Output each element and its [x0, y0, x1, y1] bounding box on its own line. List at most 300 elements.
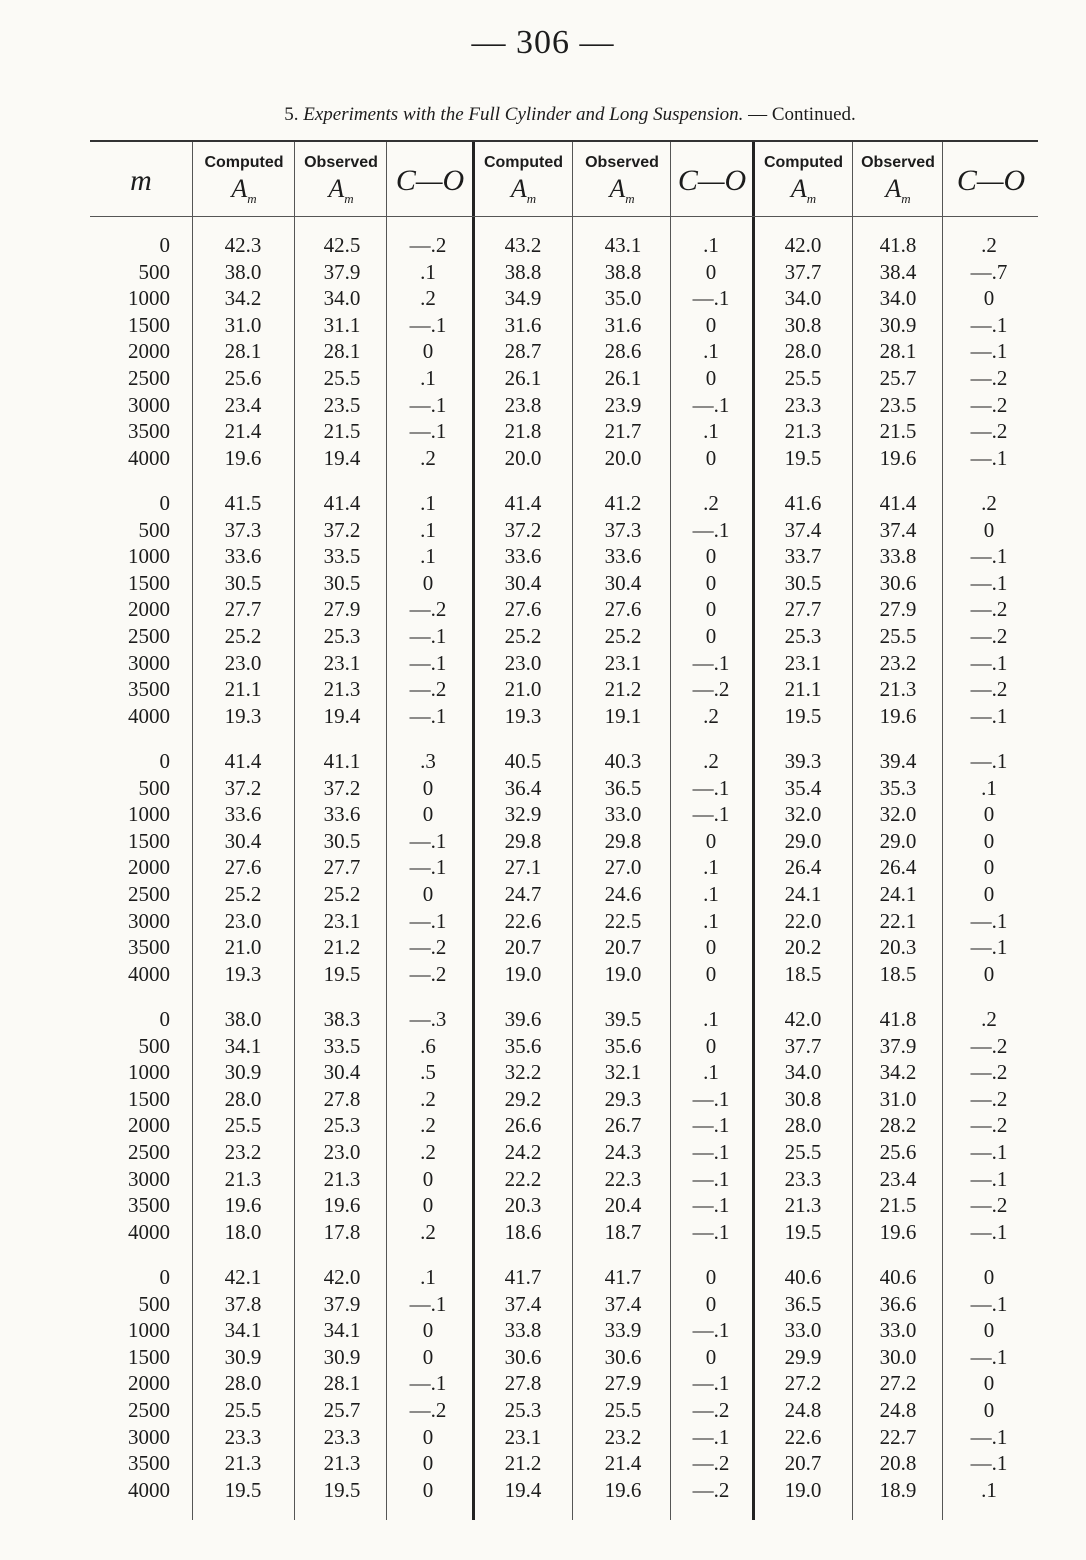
table-row [90, 1033, 1038, 1060]
cell-m-value: 2500 [128, 1398, 170, 1422]
cell-observed-1: 23.1 [323, 650, 361, 675]
cell-observed-2: 33.0 [604, 802, 642, 827]
cell-m-value: 2000 [128, 597, 170, 622]
cell-c-minus-o-1: —.1 [409, 703, 447, 728]
cell-c-minus-o-3: —.2 [970, 1086, 1008, 1111]
table-row [90, 908, 1038, 935]
cell-observed-2: 27.9 [604, 1371, 642, 1396]
cell-observed-2: 19.0 [604, 961, 642, 986]
cell-c-minus-o-2: 0 [705, 259, 717, 284]
cell-observed-3: 37.9 [879, 1033, 917, 1058]
cell-computed-2: 43.2 [504, 233, 542, 257]
cell-c-minus-o-2: —.2 [692, 1398, 730, 1422]
cell-observed-2: 19.6 [604, 1477, 642, 1502]
cell-computed-3: 25.5 [784, 1140, 822, 1164]
cell-m-value: 4000 [128, 703, 170, 728]
cell-computed-3: 21.3 [784, 1193, 822, 1218]
cell-observed-2: 20.0 [604, 445, 642, 470]
cell-c-minus-o-3: —.1 [970, 1291, 1008, 1316]
table-row [90, 365, 1038, 392]
cell-c-minus-o-1: 0 [422, 1344, 434, 1369]
cell-c-minus-o-1: .6 [420, 1033, 436, 1058]
cell-observed-2: 20.7 [604, 935, 642, 960]
cell-computed-1: 21.1 [224, 677, 262, 702]
cell-observed-3: 19.6 [879, 1219, 917, 1244]
cell-c-minus-o-2: .1 [703, 1007, 719, 1031]
table-row [90, 1219, 1038, 1246]
cell-m-value: 3000 [128, 1166, 170, 1191]
cell-observed-3: 23.5 [879, 392, 917, 417]
cell-observed-3: 19.6 [879, 445, 917, 470]
cell-observed-3: 37.4 [879, 517, 917, 542]
cell-observed-1: 41.4 [323, 491, 361, 515]
cell-computed-1: 21.3 [224, 1166, 262, 1191]
cell-computed-1: 23.4 [224, 392, 262, 417]
table-row [90, 623, 1038, 650]
cell-c-minus-o-2: —.1 [692, 1140, 730, 1164]
table-row [90, 1344, 1038, 1371]
cell-c-minus-o-2: 0 [705, 366, 717, 390]
table-row [90, 1264, 1038, 1291]
cell-computed-2: 27.6 [504, 597, 542, 622]
cell-observed-3: 24.1 [879, 882, 917, 906]
cell-computed-3: 23.3 [784, 1166, 822, 1191]
cell-c-minus-o-1: .1 [420, 544, 436, 569]
cell-computed-1: 28.0 [224, 1086, 262, 1111]
cell-computed-2: 41.4 [504, 491, 542, 515]
cell-m-value: 0 [159, 491, 170, 515]
table-row [90, 338, 1038, 365]
cell-computed-2: 22.6 [504, 908, 542, 933]
table-row [90, 1006, 1038, 1033]
cell-c-minus-o-3: —.2 [970, 1033, 1008, 1058]
cell-c-minus-o-3: —.1 [970, 570, 1008, 595]
cell-observed-1: 25.3 [323, 624, 361, 648]
header-observed-label: Observed [861, 154, 935, 172]
cell-m-value: 1000 [128, 802, 170, 827]
table-row [90, 1192, 1038, 1219]
cell-c-minus-o-2: 0 [705, 544, 717, 569]
header-observed-2 [574, 150, 670, 212]
cell-observed-3: 28.1 [879, 339, 917, 364]
cell-m-value: 3500 [128, 677, 170, 702]
cell-m-value: 3000 [128, 392, 170, 417]
cell-observed-1: 34.1 [323, 1318, 361, 1343]
cell-c-minus-o-2: .2 [703, 491, 719, 515]
cell-observed-1: 31.1 [323, 312, 361, 337]
cell-computed-3: 42.0 [784, 233, 822, 257]
cell-computed-3: 34.0 [784, 1060, 822, 1085]
cell-m-value: 1500 [128, 570, 170, 595]
cell-c-minus-o-3: —.1 [970, 1166, 1008, 1191]
table-row [90, 232, 1038, 259]
header-am-symbol: $A_m$ [609, 174, 635, 207]
cell-computed-2: 37.2 [504, 517, 542, 542]
cell-computed-1: 37.3 [224, 517, 262, 542]
cell-computed-1: 21.3 [224, 1451, 262, 1476]
cell-observed-2: 35.6 [604, 1033, 642, 1058]
cell-computed-2: 19.3 [504, 703, 542, 728]
cell-computed-3: 36.5 [784, 1291, 822, 1316]
cell-computed-2: 33.6 [504, 544, 542, 569]
cell-c-minus-o-2: 0 [705, 935, 717, 960]
cell-computed-1: 30.9 [224, 1344, 262, 1369]
cell-observed-1: 30.5 [323, 828, 361, 853]
cell-c-minus-o-1: .1 [420, 517, 436, 542]
cell-observed-1: 19.5 [323, 1477, 361, 1502]
cell-c-minus-o-1: —.1 [409, 419, 447, 444]
header-c-minus-o-1: C—O [395, 164, 465, 197]
cell-computed-3: 39.3 [784, 749, 822, 773]
cell-c-minus-o-1: 0 [422, 570, 434, 595]
cell-c-minus-o-3: .1 [981, 775, 997, 800]
cell-observed-1: 37.9 [323, 1291, 361, 1316]
cell-c-minus-o-3: 0 [983, 1265, 995, 1289]
cell-computed-1: 23.0 [224, 908, 262, 933]
cell-computed-1: 38.0 [224, 1007, 262, 1031]
cell-c-minus-o-1: 0 [422, 882, 434, 906]
cell-computed-3: 27.2 [784, 1371, 822, 1396]
cell-m-value: 1500 [128, 1344, 170, 1369]
cell-observed-2: 19.1 [604, 703, 642, 728]
cell-c-minus-o-1: —.1 [409, 624, 447, 648]
cell-c-minus-o-1: 0 [422, 1477, 434, 1502]
cell-c-minus-o-1: .1 [420, 491, 436, 515]
cell-c-minus-o-1: —.1 [409, 312, 447, 337]
cell-computed-3: 20.7 [784, 1451, 822, 1476]
cell-observed-2: 35.0 [604, 286, 642, 311]
cell-observed-1: 34.0 [323, 286, 361, 311]
cell-c-minus-o-2: —.1 [692, 1371, 730, 1396]
cell-c-minus-o-1: —.1 [409, 828, 447, 853]
cell-computed-3: 41.6 [784, 491, 822, 515]
cell-computed-2: 38.8 [504, 259, 542, 284]
table-row [90, 703, 1038, 730]
header-computed-label: Computed [204, 154, 284, 172]
cell-c-minus-o-3: —.1 [970, 1344, 1008, 1369]
cell-observed-1: 21.3 [323, 677, 361, 702]
cell-c-minus-o-3: .2 [981, 491, 997, 515]
cell-computed-1: 23.2 [224, 1140, 262, 1164]
cell-observed-3: 27.2 [879, 1371, 917, 1396]
cell-observed-3: 40.6 [879, 1265, 917, 1289]
cell-c-minus-o-1: 0 [422, 1451, 434, 1476]
cell-observed-2: 36.5 [604, 775, 642, 800]
cell-c-minus-o-3: —.2 [970, 677, 1008, 702]
cell-computed-2: 20.3 [504, 1193, 542, 1218]
cell-observed-2: 37.4 [604, 1291, 642, 1316]
cell-c-minus-o-2: .1 [703, 339, 719, 364]
cell-computed-2: 29.2 [504, 1086, 542, 1111]
cell-computed-1: 28.1 [224, 339, 262, 364]
cell-observed-3: 21.5 [879, 1193, 917, 1218]
cell-computed-3: 30.8 [784, 1086, 822, 1111]
table-row [90, 1291, 1038, 1318]
cell-observed-2: 20.4 [604, 1193, 642, 1218]
cell-c-minus-o-2: 0 [705, 1265, 717, 1289]
cell-observed-1: 33.5 [323, 1033, 361, 1058]
cell-computed-3: 32.0 [784, 802, 822, 827]
cell-observed-1: 23.0 [323, 1140, 361, 1164]
cell-observed-1: 41.1 [323, 749, 361, 773]
cell-computed-3: 19.0 [784, 1477, 822, 1502]
cell-observed-3: 32.0 [879, 802, 917, 827]
cell-c-minus-o-2: —.1 [692, 775, 730, 800]
table-row [90, 775, 1038, 802]
cell-c-minus-o-3: 0 [983, 855, 995, 880]
cell-computed-3: 22.0 [784, 908, 822, 933]
header-computed-label: Computed [483, 154, 564, 172]
cell-computed-1: 38.0 [224, 259, 262, 284]
cell-computed-1: 33.6 [224, 544, 262, 569]
cell-computed-1: 25.2 [224, 882, 262, 906]
cell-c-minus-o-1: .2 [420, 286, 436, 311]
cell-observed-1: 33.6 [323, 802, 361, 827]
cell-computed-2: 26.1 [504, 366, 542, 390]
cell-m-value: 1500 [128, 828, 170, 853]
cell-observed-1: 19.6 [323, 1193, 361, 1218]
cell-c-minus-o-1: —.3 [409, 1007, 447, 1031]
cell-computed-2: 22.2 [504, 1166, 542, 1191]
cell-computed-3: 19.5 [784, 1219, 822, 1244]
cell-c-minus-o-2: —.1 [692, 802, 730, 827]
cell-m-value: 4000 [128, 1219, 170, 1244]
cell-computed-2: 27.8 [504, 1371, 542, 1396]
cell-computed-2: 30.4 [504, 570, 542, 595]
cell-computed-1: 19.3 [224, 961, 262, 986]
cell-computed-3: 19.5 [784, 445, 822, 470]
cell-computed-1: 27.6 [224, 855, 262, 880]
cell-c-minus-o-3: —.1 [970, 1219, 1008, 1244]
cell-c-minus-o-1: 0 [422, 1318, 434, 1343]
cell-observed-2: 21.4 [604, 1451, 642, 1476]
cell-observed-1: 42.5 [323, 233, 361, 257]
cell-observed-2: 27.0 [604, 855, 642, 880]
cell-computed-3: 33.7 [784, 544, 822, 569]
cell-observed-3: 30.9 [879, 312, 917, 337]
cell-c-minus-o-1: .5 [420, 1060, 436, 1085]
cell-c-minus-o-1: .2 [420, 1113, 436, 1138]
cell-c-minus-o-2: .1 [703, 1060, 719, 1085]
cell-m-value: 4000 [128, 961, 170, 986]
cell-computed-2: 23.8 [504, 392, 542, 417]
cell-c-minus-o-2: —.1 [692, 517, 730, 542]
cell-computed-2: 40.5 [504, 749, 542, 773]
cell-observed-2: 38.8 [604, 259, 642, 284]
cell-c-minus-o-2: .2 [703, 703, 719, 728]
cell-computed-1: 19.6 [224, 445, 262, 470]
cell-c-minus-o-2: 0 [705, 624, 717, 648]
cell-observed-2: 22.3 [604, 1166, 642, 1191]
cell-c-minus-o-3: 0 [983, 1371, 995, 1396]
header-observed-3 [854, 150, 942, 212]
cell-computed-1: 23.3 [224, 1424, 262, 1449]
cell-computed-2: 27.1 [504, 855, 542, 880]
cell-c-minus-o-1: —.1 [409, 392, 447, 417]
cell-observed-1: 23.5 [323, 392, 361, 417]
header-observed-label: Observed [585, 154, 659, 172]
cell-c-minus-o-1: .2 [420, 445, 436, 470]
cell-computed-3: 29.9 [784, 1344, 822, 1369]
cell-computed-1: 31.0 [224, 312, 262, 337]
page-number: — 306 — [471, 24, 615, 61]
table-row [90, 445, 1038, 472]
cell-observed-3: 31.0 [879, 1086, 917, 1111]
cell-m-value: 3500 [128, 419, 170, 444]
cell-computed-2: 19.0 [504, 961, 542, 986]
cell-computed-2: 23.0 [504, 650, 542, 675]
cell-m-value: 3000 [128, 650, 170, 675]
cell-c-minus-o-2: 0 [705, 1033, 717, 1058]
cell-computed-2: 20.7 [504, 935, 542, 960]
cell-observed-2: 21.7 [604, 419, 642, 444]
cell-observed-1: 37.9 [323, 259, 361, 284]
cell-m-value: 1500 [128, 1086, 170, 1111]
cell-computed-2: 32.9 [504, 802, 542, 827]
cell-m-value: 4000 [128, 445, 170, 470]
cell-observed-3: 26.4 [879, 855, 917, 880]
cell-observed-1: 38.3 [323, 1007, 361, 1031]
cell-c-minus-o-3: 0 [983, 1398, 995, 1422]
cell-observed-1: 21.2 [323, 935, 361, 960]
header-am-symbol: $A_m$ [885, 174, 911, 207]
cell-c-minus-o-3: —.1 [970, 703, 1008, 728]
cell-computed-3: 30.5 [784, 570, 822, 595]
table-row [90, 676, 1038, 703]
cell-computed-2: 25.2 [504, 624, 542, 648]
cell-c-minus-o-3: —.2 [970, 392, 1008, 417]
cell-observed-1: 28.1 [323, 339, 361, 364]
cell-observed-1: 21.3 [323, 1451, 361, 1476]
table-row [90, 285, 1038, 312]
header-computed-1 [194, 150, 294, 212]
cell-c-minus-o-3: —.1 [970, 544, 1008, 569]
header-am-symbol: $A_m$ [231, 174, 257, 207]
cell-c-minus-o-1: 0 [422, 1166, 434, 1191]
cell-m-value: 0 [159, 1265, 170, 1289]
table-row [90, 490, 1038, 517]
cell-observed-3: 23.2 [879, 650, 917, 675]
cell-c-minus-o-1: —.1 [409, 1371, 447, 1396]
cell-observed-1: 19.4 [323, 703, 361, 728]
cell-observed-3: 20.8 [879, 1451, 917, 1476]
cell-observed-1: 21.3 [323, 1166, 361, 1191]
cell-computed-1: 41.4 [224, 749, 262, 773]
cell-m-value: 3500 [128, 935, 170, 960]
cell-m-value: 1000 [128, 286, 170, 311]
cell-m-value: 0 [159, 233, 170, 257]
cell-c-minus-o-3: 0 [983, 882, 995, 906]
cell-computed-1: 34.2 [224, 286, 262, 311]
cell-observed-2: 23.1 [604, 650, 642, 675]
cell-computed-2: 34.9 [504, 286, 542, 311]
cell-c-minus-o-2: 0 [705, 828, 717, 853]
cell-observed-3: 25.5 [879, 624, 917, 648]
cell-c-minus-o-2: —.1 [692, 1219, 730, 1244]
cell-observed-2: 41.7 [604, 1265, 642, 1289]
table-row [90, 854, 1038, 881]
data-table [90, 140, 1038, 1520]
cell-c-minus-o-1: —.2 [409, 961, 447, 986]
cell-computed-3: 23.3 [784, 392, 822, 417]
cell-computed-2: 36.4 [504, 775, 542, 800]
header-rule [90, 216, 1038, 217]
cell-m-value: 2500 [128, 1140, 170, 1164]
cell-computed-2: 24.2 [504, 1140, 542, 1164]
cell-observed-2: 23.2 [604, 1424, 642, 1449]
cell-observed-2: 27.6 [604, 597, 642, 622]
cell-m-value: 2500 [128, 366, 170, 390]
table-row [90, 650, 1038, 677]
header-computed-2 [475, 150, 572, 212]
cell-m-value: 500 [138, 1291, 170, 1316]
cell-computed-3: 21.3 [784, 419, 822, 444]
cell-c-minus-o-3: 0 [983, 961, 995, 986]
cell-computed-1: 25.5 [224, 1113, 262, 1138]
cell-c-minus-o-1: —.2 [409, 597, 447, 622]
cell-observed-2: 40.3 [604, 749, 642, 773]
table-row [90, 1086, 1038, 1113]
header-am-symbol: $A_m$ [790, 174, 817, 207]
table-row [90, 543, 1038, 570]
cell-observed-3: 23.4 [879, 1166, 917, 1191]
cell-c-minus-o-3: —.1 [970, 908, 1008, 933]
cell-computed-2: 41.7 [504, 1265, 542, 1289]
cell-c-minus-o-3: —.1 [970, 312, 1008, 337]
cell-observed-3: 28.2 [879, 1113, 917, 1138]
cell-observed-2: 31.6 [604, 312, 642, 337]
cell-observed-3: 34.0 [879, 286, 917, 311]
cell-observed-3: 22.7 [879, 1424, 917, 1449]
cell-m-value: 3500 [128, 1193, 170, 1218]
cell-computed-3: 35.4 [784, 775, 822, 800]
cell-computed-3: 26.4 [784, 855, 822, 880]
cell-observed-1: 28.1 [323, 1371, 361, 1396]
cell-computed-1: 25.5 [224, 1398, 262, 1422]
cell-computed-3: 40.6 [784, 1265, 822, 1289]
cell-c-minus-o-3: —.1 [970, 935, 1008, 960]
cell-computed-1: 33.6 [224, 802, 262, 827]
cell-computed-2: 32.2 [504, 1060, 542, 1085]
cell-observed-2: 29.8 [604, 828, 642, 853]
cell-observed-3: 36.6 [879, 1291, 917, 1316]
cell-computed-1: 18.0 [224, 1219, 262, 1244]
cell-computed-1: 21.0 [224, 935, 262, 960]
cell-m-value: 500 [138, 259, 170, 284]
cell-computed-2: 23.1 [504, 1424, 542, 1449]
cell-computed-3: 23.1 [784, 650, 822, 675]
cell-observed-2: 30.4 [604, 570, 642, 595]
cell-observed-3: 39.4 [879, 749, 917, 773]
cell-m-value: 500 [138, 775, 170, 800]
cell-c-minus-o-1: .2 [420, 1219, 436, 1244]
cell-observed-2: 25.2 [604, 624, 642, 648]
cell-m-value: 3000 [128, 1424, 170, 1449]
cell-observed-1: 19.4 [323, 445, 361, 470]
cell-observed-3: 27.9 [879, 597, 917, 622]
cell-computed-2: 30.6 [504, 1344, 542, 1369]
cell-c-minus-o-2: —.1 [692, 392, 730, 417]
cell-c-minus-o-1: .1 [420, 366, 436, 390]
cell-computed-1: 19.3 [224, 703, 262, 728]
cell-c-minus-o-3: —.2 [970, 624, 1008, 648]
cell-observed-2: 41.2 [604, 491, 642, 515]
cell-c-minus-o-2: —.1 [692, 1318, 730, 1343]
cell-c-minus-o-2: 0 [705, 445, 717, 470]
cell-c-minus-o-1: 0 [422, 775, 434, 800]
cell-observed-1: 23.3 [323, 1424, 361, 1449]
caption-suffix: — Continued. [748, 104, 856, 125]
